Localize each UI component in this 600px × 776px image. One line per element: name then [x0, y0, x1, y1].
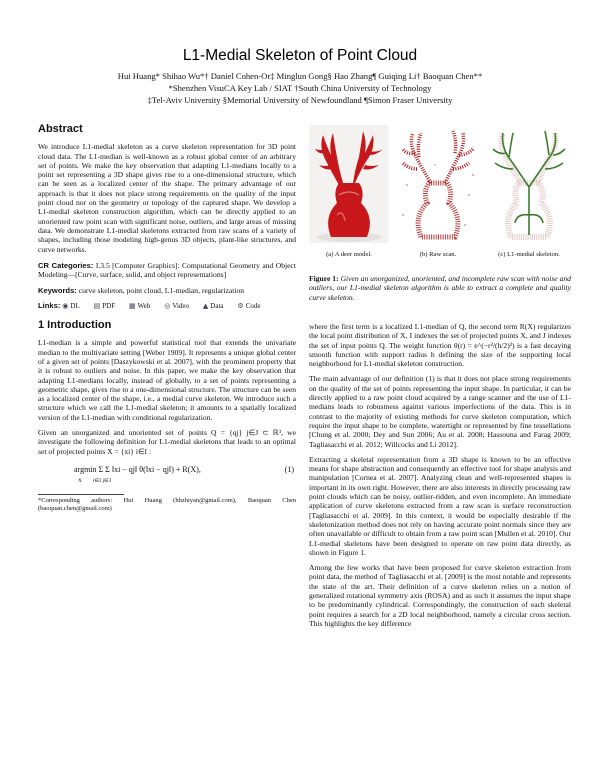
- abstract-heading: Abstract: [38, 123, 83, 135]
- abstract-text: We introduce L1-medial skeleton as a curve skeleton representation for 3D point cloud data. The L1-median is well-known as a robust global center of an arbitrary set of points. We make the key observation that adapting L1-medians locally to a point set representing a 3D shape gives rise to a one-dimensional structure, which can be seen as a localized center of the shape. The primary advantage of our approach is that it does not place strong requirements on the quality of the input point cloud nor on the geometry or topology of the captured shape. We develop a L1-medial skeleton construction algorithm, which can be directly applied to an unoriented raw point scan with significant noise, outliers, and large areas of missing data. We demonstrate L1-medial skeletons extracted from raw scans of a variety of shapes, including those modeling high-genus 3D objects, plant-like structures, and curve networks.: [38, 142, 296, 254]
- footnote: *Corresponding authors: Hui Huang (hhzhiyan@gmail.com), Baoquan Chen (baoquan.chen@gmail.com): [38, 496, 296, 513]
- intro-paragraph-1: L1-median is a simple and powerful statistical tool that extends the univariate median to the multivariate setting [Weber 1909]. It represents a unique global center of a given set of points [Daszykowski et al. 2007], with the prominent property that it is robust to outliers and noise. In this paper, we make the key observation that adapting L1-medians locally, instead of globally, to a set of points representing a geometric shape, gives rise to a one-dimensional structure. The structure can be seen as a localized center of the shape, i.e., a medial curve skeleton. We introduce such a structure which we call the L1-medial skeleton; it amounts to a spatially localized version of the L1-median with conditional regularization.: [38, 338, 296, 422]
- equation-body: argmin Σ Σ ‖xi − qj‖ θ(‖xi − qj‖) + R(X),: [74, 464, 201, 474]
- keywords: [38, 286, 296, 295]
- cr-text: I.3.5 [Computer Graphics]: Computational Geometry and Object Modeling—[Curve, surface, solid, and object representations]: [38, 260, 296, 280]
- caption-c: (c) L1-medial skeleton.: [498, 251, 560, 258]
- dl-icon: ◉: [62, 301, 69, 310]
- link-code[interactable]: ⚙ Code: [237, 301, 261, 310]
- link-dl[interactable]: ◉ DL: [62, 301, 80, 310]
- equation-subscripts: X i∈I j∈J: [78, 477, 111, 484]
- left-column: [38, 125, 296, 514]
- link-pdf[interactable]: ▤ PDF: [93, 301, 116, 310]
- intro-paragraph-2: Given an unorganized and unoriented set of points Q = {qj} j∈J ⊂ ℝ³, we investigate the following definition for L1-medial skeletons that leads to an optimal set of projected points X = {xi} i∈I :: [38, 428, 296, 456]
- skeleton-image: [487, 125, 571, 243]
- cr-label: CR Categories:: [38, 260, 94, 270]
- right-column: [309, 322, 571, 628]
- link-data[interactable]: ▲ Data: [202, 301, 224, 310]
- right-paragraph-4: Among the few works that have been proposed for curve skeleton extraction from point data, the method of Tagliasacchi et al. [2009] is the most notable and represents the state of the art. Their definition of a curve skeleton relies on a notion of generalized rotational symmetry axis (ROSA) and as such it assumes the input shape to be predominantly cylindrical. Correspondingly, the construction of each skeletal point requires a search for a 2D local neighborhood, namely a circular cross section. This highlights the key difference: [309, 563, 571, 628]
- figure-panel-c: [487, 125, 571, 258]
- figure-caption: [309, 274, 571, 302]
- web-icon: ▦: [129, 301, 136, 310]
- links-label: Links:: [38, 300, 61, 310]
- figure-images: [309, 125, 571, 258]
- pdf-icon: ▤: [93, 301, 101, 310]
- cr-categories: [38, 261, 296, 280]
- equation-number: (1): [284, 464, 294, 474]
- equation-1: [38, 462, 296, 488]
- code-icon: ⚙: [237, 301, 244, 310]
- video-icon: ◎: [164, 301, 171, 310]
- footnote-rule: [38, 494, 124, 495]
- deer-model-image: [309, 125, 389, 243]
- intro-heading: 1 Introduction: [38, 319, 112, 332]
- link-web[interactable]: ▦ Web: [129, 301, 151, 310]
- raw-scan-image: [395, 125, 481, 243]
- affiliation-line-2: ‡Tel-Aviv University §Memorial University of Newfoundland ¶Simon Fraser University: [147, 95, 453, 105]
- keywords-text: curve skeleton, point cloud, L1-median, regularization: [78, 286, 245, 296]
- figure-1: [309, 125, 571, 309]
- figure-label: Figure 1:: [309, 274, 339, 283]
- affiliation-line-1: *Shenzhen VisuCA Key Lab / SIAT †South China University of Technology: [168, 83, 432, 93]
- figure-panel-b: [395, 125, 481, 258]
- author-list: Hui Huang* Shihao Wu*† Daniel Cohen-Or‡ Minglun Gong§ Hao Zhang¶ Guiqing Li† Baoquan Chen**: [117, 71, 483, 81]
- caption-a: (a) A deer model.: [326, 251, 372, 258]
- paper-title: L1-Medial Skeleton of Point Cloud: [182, 47, 418, 64]
- link-video[interactable]: ◎ Video: [164, 301, 189, 310]
- figure-panel-a: [309, 125, 389, 258]
- figure-caption-text: Given an unorganized, unoriented, and incomplete raw scan with noise and outliers, our L1-medial skeleton algorithm is able to extract a complete and quality curve skeleton.: [309, 274, 571, 302]
- right-paragraph-1: where the first term is a localized L1-median of Q, the second term R(X) regularizes the local point distribution of X, I indexes the set of projected points X, and J indexes the set of input points Q. The weight function θ(r) = e^(−r²/(h/2)²) is a fast decaying smooth function with support radius h defining the size of the supporting local neighborhood for L1-medial skeleton construction.: [309, 322, 571, 369]
- data-icon: ▲: [202, 301, 209, 310]
- caption-b: (b) Raw scan.: [419, 251, 457, 258]
- right-paragraph-3: Extracting a skeletal representation from a 3D shape is known to be an effective means for shape abstraction and consequently an effective tool for shape analysis and manipulation [Cornea et al. 2007]. Analyzing clean and well-represented shapes is important in its own right. However, there are also interests in directly processing raw point clouds which can be noisy, outlier-ridden, and even incomplete. An immediate application of curve skeletons extracted from a raw scan is surface reconstruction [Tagliasacchi et al. 2009]. In this context, it would be especially desirable if the skeletonization method does not rely on having accurate point normals since they are often unavailable or difficult to obtain from a raw point scan [Mullen et al. 2010]. Our L1-medial skeletons have been designed to operate on raw point data directly, as shown in Figure 1.: [309, 454, 571, 557]
- links-row: [38, 301, 296, 311]
- keywords-label: Keywords:: [38, 286, 77, 296]
- right-paragraph-2: The main advantage of our definition (1) is that it does not place strong requirements on the quality of the set of points representing the input shape. In particular, it can be directly applied to a raw point cloud acquired by a range scanner and the use of L1-medians leads to robustness against various imperfections of the data. This is in contrast to the majority of existing methods for curve skeleton computation, which require the input shape to be complete, watertight or represented by fine tessellations [Chung et al. 2000; Dey and Sun 2006; Au et al. 2008; Hassouna and Farag 2009; Tagliasacchi et al. 2012; Willcocks and Li 2012].: [309, 374, 571, 449]
